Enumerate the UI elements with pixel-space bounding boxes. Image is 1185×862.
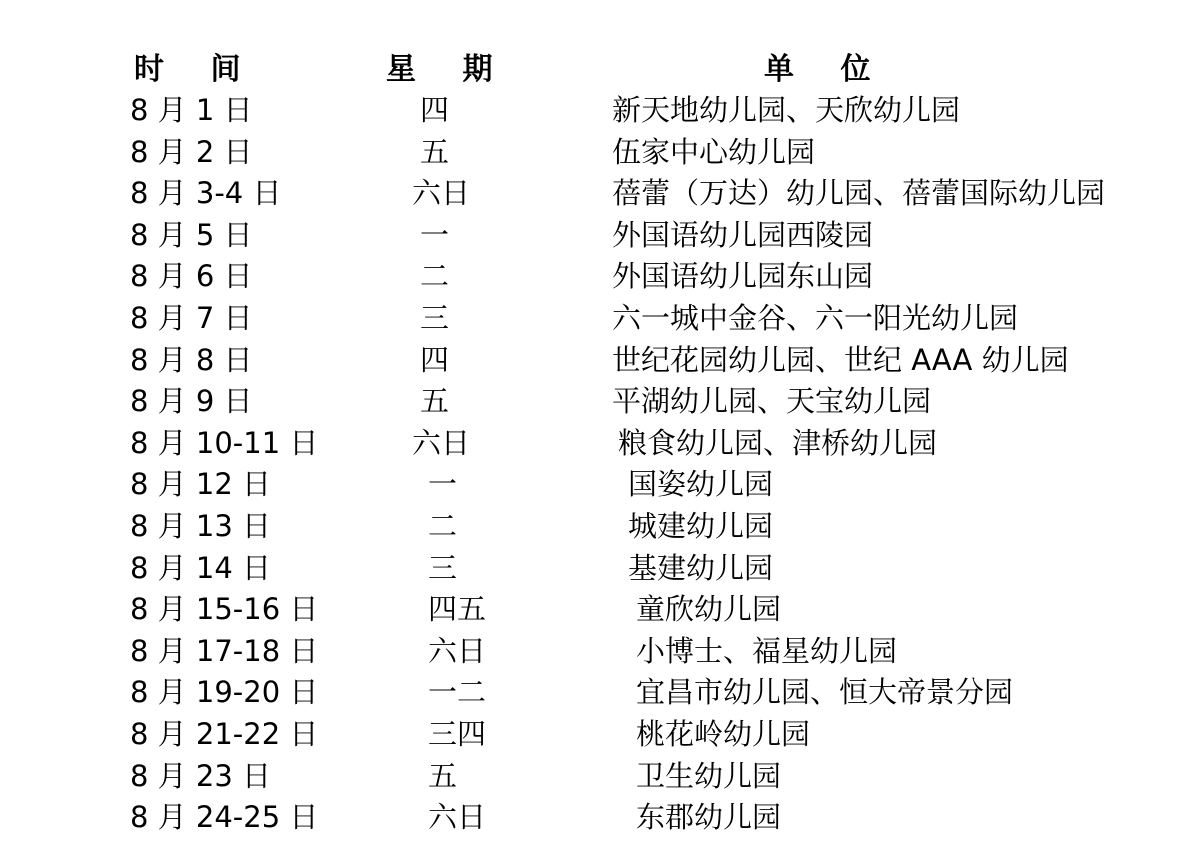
date-cell: 8 月 19-20 日 [130, 675, 319, 710]
weekday-cell: 二 [420, 259, 450, 294]
weekday-cell: 五 [428, 758, 458, 793]
table-row [0, 672, 1185, 714]
unit-cell: 桃花岭幼儿园 [636, 716, 811, 751]
unit-cell: 童欣幼儿园 [636, 592, 782, 627]
unit-cell: 外国语幼儿园西陵园 [612, 217, 874, 252]
weekday-cell: 三 [428, 550, 458, 585]
date-cell: 8 月 7 日 [130, 300, 253, 335]
table-row [0, 631, 1185, 673]
unit-cell: 世纪花园幼儿园、世纪 AAA 幼儿园 [612, 342, 1069, 377]
weekday-cell: 六日 [428, 800, 487, 835]
weekday-cell: 三 [420, 300, 450, 335]
date-cell: 8 月 13 日 [130, 508, 272, 543]
unit-cell: 六一城中金谷、六一阳光幼儿园 [612, 300, 1019, 335]
table-row [0, 256, 1185, 298]
date-cell: 8 月 17-18 日 [130, 633, 319, 668]
date-cell: 8 月 1 日 [130, 93, 253, 127]
unit-cell: 蓓蕾（万达）幼儿园、蓓蕾国际幼儿园 [612, 176, 1106, 211]
date-cell: 8 月 12 日 [130, 467, 272, 502]
table-row [0, 548, 1185, 590]
table-row [0, 215, 1185, 257]
unit-cell: 基建幼儿园 [628, 550, 774, 585]
unit-cell: 城建幼儿园 [628, 508, 774, 543]
date-cell: 8 月 5 日 [130, 217, 253, 252]
unit-cell: 外国语幼儿园东山园 [612, 259, 874, 294]
table-row [0, 714, 1185, 756]
unit-cell: 国姿幼儿园 [628, 467, 774, 502]
date-cell: 8 月 14 日 [130, 550, 272, 585]
header-time: 时 间 [134, 52, 259, 87]
date-cell: 8 月 10-11 日 [130, 425, 319, 460]
weekday-cell: 四五 [428, 592, 487, 627]
table-row [0, 298, 1185, 340]
date-cell: 8 月 8 日 [130, 342, 253, 377]
weekday-cell: 五 [420, 134, 450, 169]
table-row [0, 589, 1185, 631]
unit-cell: 粮食幼儿园、津桥幼儿园 [618, 425, 938, 460]
weekday-cell: 一 [428, 467, 458, 502]
weekday-cell: 六日 [412, 425, 471, 460]
table-row [0, 340, 1185, 382]
weekday-cell: 三四 [428, 716, 487, 751]
date-cell: 8 月 15-16 日 [130, 592, 319, 627]
date-cell: 8 月 6 日 [130, 259, 253, 294]
unit-cell: 新天地幼儿园、天欣幼儿园 [612, 93, 961, 127]
header-weekday: 星 期 [386, 52, 511, 87]
weekday-cell: 二 [428, 508, 458, 543]
table-row [0, 506, 1185, 548]
date-cell: 8 月 9 日 [130, 384, 253, 419]
unit-cell: 小博士、福星幼儿园 [636, 633, 898, 668]
weekday-cell: 一二 [428, 675, 487, 710]
table-row [0, 423, 1185, 465]
table-row [0, 381, 1185, 423]
table-header [0, 50, 1185, 90]
date-cell: 8 月 23 日 [130, 758, 272, 793]
date-cell: 8 月 24-25 日 [130, 800, 319, 835]
date-cell: 8 月 21-22 日 [130, 716, 319, 751]
date-cell: 8 月 2 日 [130, 134, 253, 169]
table-row [0, 132, 1185, 174]
schedule-table [0, 90, 1185, 839]
weekday-cell: 一 [420, 217, 450, 252]
unit-cell: 平湖幼儿园、天宝幼儿园 [612, 384, 932, 419]
table-row [0, 756, 1185, 798]
unit-cell: 东郡幼儿园 [636, 800, 782, 835]
table-row [0, 464, 1185, 506]
unit-cell: 宜昌市幼儿园、恒大帝景分园 [636, 675, 1014, 710]
date-cell: 8 月 3-4 日 [130, 176, 282, 211]
weekday-cell: 六日 [412, 176, 471, 211]
unit-cell: 伍家中心幼儿园 [612, 134, 816, 169]
weekday-cell: 五 [420, 384, 450, 419]
weekday-cell: 四 [420, 93, 450, 127]
weekday-cell: 六日 [428, 633, 487, 668]
table-row [0, 797, 1185, 839]
table-row [0, 90, 1185, 132]
header-unit: 单 位 [764, 52, 889, 87]
table-row [0, 173, 1185, 215]
weekday-cell: 四 [420, 342, 450, 377]
unit-cell: 卫生幼儿园 [636, 758, 782, 793]
